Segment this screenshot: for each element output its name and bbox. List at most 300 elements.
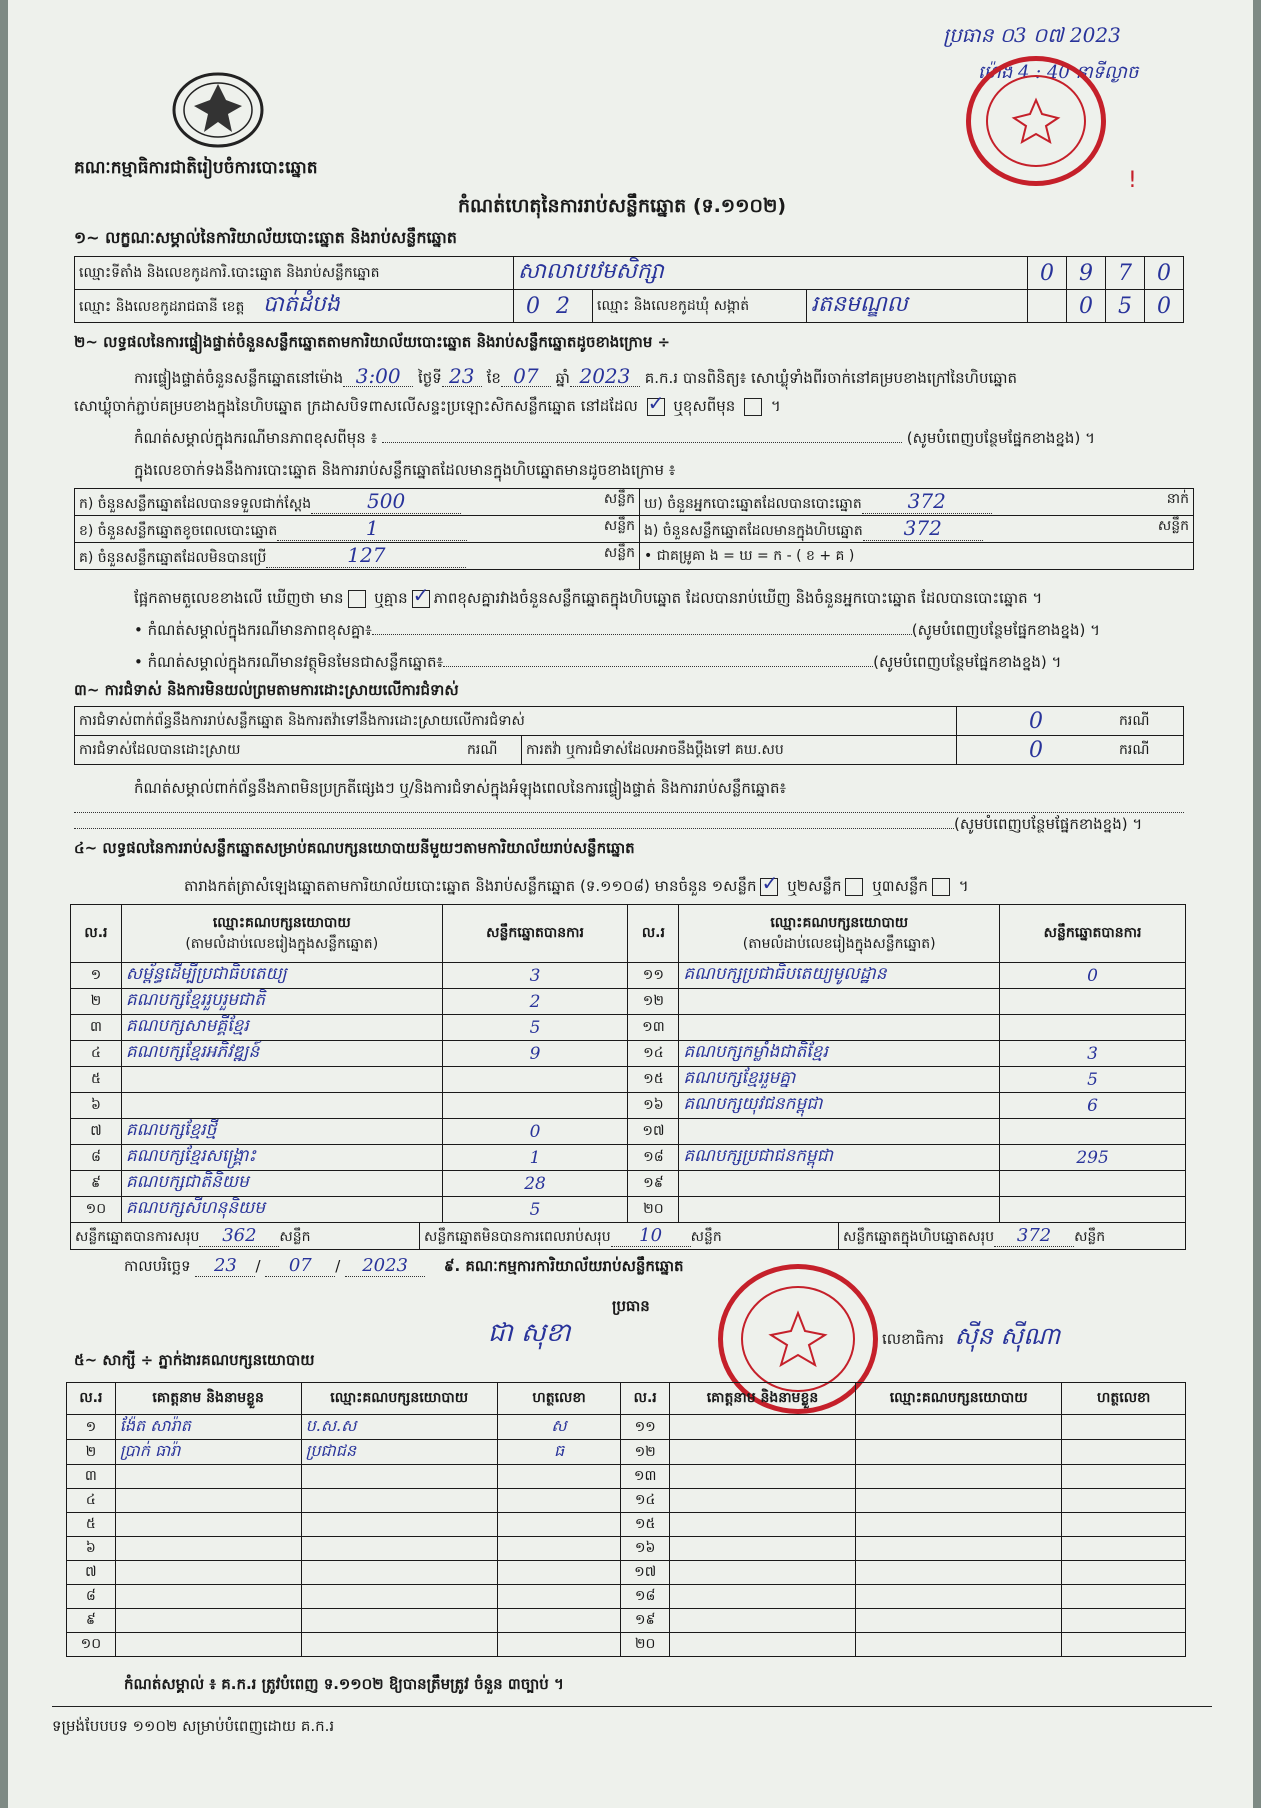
results-row-votes-right: 6 [1000,1093,1186,1119]
total-valid-cell [71,1223,420,1250]
witness-col-name-left: គោត្តនាម និងនាមខ្លួន [115,1383,301,1415]
results-row-no-right: ១២ [628,989,679,1015]
secretary-signature: ស៊ីន ស៊ីណា [954,1322,1061,1350]
count-date-label: កាលបរិច្ឆេទ [124,1257,191,1275]
witness-row-sign-right [1062,1609,1186,1633]
results-row-party-right [679,1119,1000,1145]
witness-row-sign-right [1062,1440,1186,1465]
results-col-party-right-title: ឈ្មោះគណបក្សនយោបាយ [770,914,909,931]
witness-row-party-left [301,1609,497,1633]
witness-row-party-left: ប.ស.ស [301,1415,497,1440]
unused-ballots-label: គ) ចំនួនសន្លឹកឆ្នោតដែលមិនបានប្រើ [79,550,267,566]
witness-row-name-right [670,1585,856,1609]
witness-row-name-left: ង៉ែត សារ៉ាត [115,1415,301,1440]
has-discrepancy-label: ផ្អែកតាមតួលេខខាងលើ ឃើញថា មាន [134,589,344,607]
discrepancy-text: ភាពខុសគ្នារវាងចំនួនសន្លឹកឆ្នោតក្នុងហិបឆ្នោត ដែលបានរាប់ឃើញ និងចំនួនអ្នកបោះឆ្នោត ដែលបានបោះឆ្នោត ។ [433,589,1043,607]
bullet-difference-field[interactable] [372,634,912,635]
witness-row-party-left [301,1465,497,1489]
witness-col-no-left: ល.រ [67,1383,116,1415]
witness-row-party-left [301,1537,497,1561]
total-invalid-unit: សន្លឹក [690,1228,722,1245]
witness-row-party-right [855,1513,1062,1537]
witness-row-no-left: ៦ [67,1537,116,1561]
box-ballots-row [640,516,1194,543]
difference-note-line [134,428,1095,448]
witness-row-sign-right [1062,1585,1186,1609]
received-ballots-label: ក) ចំនួនសន្លឹកឆ្នោតដែលបានទទួលជាក់ស្តែង [79,496,312,512]
received-ballots-unit: សន្លឹក [603,491,635,507]
bullet-difference-line [134,620,1100,640]
seal-status-text: សោឃ្លុំចាក់ភ្ជាប់គម្របខាងក្នុងនៃហិបឆ្នោត ក្រដាសបិទពាសលើសន្ទះប្រឡោះសិកសន្លឹកឆ្នោត នៅដដែល [74,397,638,415]
results-row-no-right: ១៣ [628,1015,679,1041]
verification-month-label: ខែ [486,369,501,387]
discrepancy-line [134,588,1042,608]
results-row-no-left: ៧ [71,1119,122,1145]
objection-row2-label: ការជំទាស់ដែលបានដោះស្រាយ [75,736,464,765]
witness-row-name-left [115,1537,301,1561]
results-row [71,989,1186,1015]
witness-row-no-right: ១៦ [621,1537,670,1561]
witness-row-sign-right [1062,1415,1186,1440]
witness-row-no-right: ១១ [621,1415,670,1440]
two-sheet-checkbox[interactable] [845,878,863,896]
box-ballots-unit: សន្លឹក [1157,518,1189,534]
results-row-votes-left [442,1067,628,1093]
results-row-no-left: ៦ [71,1093,122,1119]
province-label-text: ឈ្មោះ និងលេខកូដរាជធានី ខេត្ត [79,299,245,315]
results-row-party-left [121,1067,442,1093]
results-row-votes-right [1000,1119,1186,1145]
org-name: គណៈកម្មាធិការជាតិរៀបចំការបោះឆ្នោត [74,158,318,178]
witness-row-party-right [855,1465,1062,1489]
objection-row1-unit: ករណី [1115,707,1184,736]
results-row-party-right [679,989,1000,1015]
irregularity-fill-more: (សូមបំពេញបន្ថែមផ្នែកខាងខ្នង) ។ [954,815,1143,833]
results-col-party-left-title: ឈ្មោះគណបក្សនយោបាយ [212,914,351,931]
objection-row1-label: ការជំទាស់ពាក់ព័ន្ធនឹងការរាប់សន្លឹកឆ្នោត និងការតវ៉ាទៅនឹងការដោះស្រាយលើការជំទាស់ [75,707,957,736]
red-mark-icon: ! [1128,168,1137,193]
witness-row-sign-left: ស [497,1415,621,1440]
results-row-no-right: ១៦ [628,1093,679,1119]
province-value: បាត់ដំបង [262,292,340,317]
witness-row-party-right [855,1585,1062,1609]
objection-row1-value: 0 [957,707,1116,736]
results-row [71,1093,1186,1119]
voters-row [640,489,1194,516]
results-row-party-left: គណបក្សសីហនុនិយម [121,1197,442,1223]
witness-row-name-right [670,1513,856,1537]
results-row-party-left [121,1093,442,1119]
results-col-party-left-sub: (តាមលំដាប់លេខរៀងក្នុងសន្លឹកឆ្នោត) [185,935,379,952]
witness-row [67,1415,1186,1440]
results-row-votes-left: 28 [442,1171,628,1197]
witness-row-sign-right [1062,1537,1186,1561]
witness-row-name-left [115,1609,301,1633]
total-valid-unit: សន្លឹក [279,1228,311,1245]
witness-row-no-left: ២ [67,1440,116,1465]
witness-row-no-left: ៤ [67,1489,116,1513]
location-code-4: 0 [1145,257,1184,290]
commune-code-spacer [1028,290,1067,323]
spoiled-ballots-label: ខ) ចំនួនសន្លឹកឆ្នោតខូចពេលបោះឆ្នោត [79,523,278,539]
witness-row-no-left: ៩ [67,1609,116,1633]
results-row-votes-left [442,1093,628,1119]
witness-row-sign-right [1062,1633,1186,1657]
count-date-month: 07 [265,1256,335,1277]
document-title: កំណត់ហេតុនៃការរាប់សន្លឹកឆ្នោត (ទ.១១០២) [458,195,787,217]
results-row-no-left: ៩ [71,1171,122,1197]
results-row-party-left: សម្ព័ន្ធដើម្បីប្រជាធិបតេយ្យ [121,963,442,989]
sheet-count-intro: តារាងកត់ត្រាសំឡេងឆ្នោតតាមការិយាល័យបោះឆ្នោត និងរាប់សន្លឹកឆ្នោត (ទ.១១០៨) មានចំនួន ១សន្លឹក [184,877,757,895]
results-row-no-right: ១៧ [628,1119,679,1145]
objection-table [74,706,1184,765]
objection-row2-value-unit: ករណី [1115,736,1184,765]
secretary-line [882,1322,1061,1350]
results-row-votes-right [1000,1171,1186,1197]
witness-row-sign-left [497,1489,621,1513]
results-row-party-left: គណបក្សខ្មែររួបរួមជាតិ [121,989,442,1015]
results-row-party-right: គណបក្សកម្លាំងជាតិខ្មែរ [679,1041,1000,1067]
section4-heading: ៤~ លទ្ធផលនៃការរាប់សន្លឹកឆ្នោតសម្រាប់គណបក្សនយោបាយនីមួយៗតាមការិយាល័យរាប់សន្លឹកឆ្នោត [74,839,635,857]
witness-row-no-right: ១៩ [621,1609,670,1633]
form-note: ទម្រង់បែបបទ ១១០២ សម្រាប់បំពេញដោយ គ.ក.រ [52,1717,335,1735]
total-box-unit: សន្លឹក [1074,1228,1106,1245]
results-row-party-left: គណបក្សខ្មែរអភិវឌ្ឍន៍ [121,1041,442,1067]
results-row-no-right: ២០ [628,1197,679,1223]
verification-time: 3:00 [343,366,413,387]
total-invalid-value: 10 [611,1225,691,1247]
nec-emblem-icon [170,70,266,150]
witness-col-party-right: ឈ្មោះគណបក្សនយោបាយ [855,1383,1062,1415]
results-row-no-left: ៨ [71,1145,122,1171]
results-row-party-right: គណបក្សយុវជនកម្ពុជា [679,1093,1000,1119]
footer-divider [52,1706,1212,1707]
difference-note-label: កំណត់សម្គាល់ក្នុងករណីមានភាពខុសពីមុន ៖ [134,429,378,447]
verification-time-label: ការផ្ទៀងផ្ទាត់ចំនួនសន្លឹកឆ្នោតនៅម៉ោង [134,369,344,387]
witness-row-name-left [115,1513,301,1537]
results-row-votes-right: 3 [1000,1041,1186,1067]
top-red-stamp [966,56,1106,186]
section2-heading: ២~ លទ្ធផលនៃការផ្ទៀងផ្ទាត់ចំនួនសន្លឹកឆ្នោតតាមការិយាល័យបោះឆ្នោត និងរាប់សន្លឹកឆ្នោតដូចខាងក្រោម ÷ [74,333,671,351]
province-code-1: 0 [526,293,540,319]
bullet-object-field[interactable] [443,666,873,667]
results-row-party-right [679,1197,1000,1223]
results-row-no-left: ៤ [71,1041,122,1067]
no-discrepancy-label: ឬគ្មាន [374,589,408,607]
witness-col-sign-right: ហត្ថលេខា [1062,1383,1186,1415]
verification-day: 23 [442,366,482,387]
results-row [71,1197,1186,1223]
witness-row-name-right [670,1415,856,1440]
witness-row-name-left [115,1465,301,1489]
irregularity-line-2 [74,814,1142,834]
results-row-no-right: ១១ [628,963,679,989]
witness-row-party-right [855,1561,1062,1585]
no-discrepancy-checkbox[interactable] [412,590,430,608]
witness-row-no-left: ៧ [67,1561,116,1585]
results-col-no-left: ល.រ [71,905,122,963]
witness-row-no-left: ៨ [67,1585,116,1609]
results-row-no-right: ១៩ [628,1171,679,1197]
changed-checkbox[interactable] [744,398,762,416]
count-date-day: 23 [195,1256,255,1277]
box-ballots-label: ង) ចំនួនសន្លឹកឆ្នោតដែលមានក្នុងហិបឆ្នោត [644,523,863,539]
received-ballots-row [75,489,640,516]
spoiled-ballots-value: 1 [277,516,467,541]
commune-code-3: 0 [1145,290,1184,323]
total-box-cell [839,1223,1186,1250]
results-row-votes-right: 295 [1000,1145,1186,1171]
top-handwritten-time: ម៉ោង 4 : 40 នាទីល្ងាច [978,62,1139,83]
unchanged-checkbox[interactable] [647,398,665,416]
ballot-count-table [74,488,1194,570]
witness-row-name-right [670,1489,856,1513]
witness-row [67,1489,1186,1513]
witness-row-party-right [855,1609,1062,1633]
verification-line [134,366,1017,388]
total-valid-label: សន្លឹកឆ្នោតបានការសរុប [75,1228,200,1245]
bullet-object-fill-more: (សូមបំពេញបន្ថែមផ្នែកខាងខ្នង) ។ [873,653,1062,671]
spoiled-ballots-row [75,516,640,543]
witness-row-name-right [670,1609,856,1633]
bullet-difference-fill-more: (សូមបំពេញបន្ថែមផ្នែកខាងខ្នង) ។ [911,621,1100,639]
witness-row-no-left: ១ [67,1415,116,1440]
witness-row-name-right [670,1537,856,1561]
verification-year-label: ឆ្នាំ [555,369,570,387]
witness-row-no-right: ១២ [621,1440,670,1465]
witness-row-no-left: ៣ [67,1465,116,1489]
results-row-votes-left: 9 [442,1041,628,1067]
results-row-party-right: គណបក្សប្រជាធិបតេយ្យមូលដ្ឋាន [679,963,1000,989]
voters-value: 372 [862,489,992,514]
witness-row-sign-left [497,1633,621,1657]
results-row-no-left: ២ [71,989,122,1015]
footnote: កំណត់សម្គាល់ ៖ គ.ក.រ ត្រូវបំពេញ ទ.១១០២ ឱ្យបានត្រឹមត្រូវ ចំនួន ៣ច្បាប់ ។ [124,1675,564,1693]
witness-row-sign-left [497,1537,621,1561]
results-row [71,963,1186,989]
voters-label: ឃ) ចំនួនអ្នកបោះឆ្នោតដែលបានបោះឆ្នោត [644,496,862,512]
witness-row-name-left [115,1585,301,1609]
results-col-no-right: ល.រ [628,905,679,963]
location-code-1: 0 [1028,257,1067,290]
three-sheet-label: ឬ៣សន្លឹក [872,877,928,895]
results-row-no-left: ១ [71,963,122,989]
witness-row-sign-left: ធ [497,1440,621,1465]
received-ballots-value: 500 [311,489,461,514]
results-row [71,1041,1186,1067]
committee-label: ៩. គណៈកម្មការការិយាល័យរាប់សន្លឹកឆ្នោត [443,1257,684,1275]
witness-row-no-right: ១៧ [621,1561,670,1585]
results-row-votes-left: 5 [442,1197,628,1223]
results-col-votes-right: សន្លឹកឆ្នោតបានការ [1000,905,1186,963]
bullet-difference-label: • កំណត់សម្គាល់ក្នុងករណីមានភាពខុសគ្នា៖ [134,621,372,639]
results-row-no-left: ១០ [71,1197,122,1223]
witness-row [67,1561,1186,1585]
witness-row-no-right: ១៥ [621,1513,670,1537]
witness-row [67,1440,1186,1465]
results-row-party-right: គណបក្សខ្មែររួមគ្នា [679,1067,1000,1093]
witness-row-sign-right [1062,1561,1186,1585]
province-label [75,290,514,323]
results-row [71,1171,1186,1197]
results-row-votes-left: 5 [442,1015,628,1041]
witness-row-name-left [115,1489,301,1513]
one-sheet-checkbox[interactable] [760,878,778,896]
total-box-value: 372 [994,1225,1074,1247]
commune-code-1: 0 [1067,290,1106,323]
results-row-party-right [679,1015,1000,1041]
section5-heading: ៥~ សាក្សី ÷ ភ្នាក់ងារគណបក្សនយោបាយ [74,1351,315,1369]
results-row [71,1145,1186,1171]
witness-row-party-left [301,1561,497,1585]
results-col-party-left [121,905,442,963]
total-invalid-label: សន្លឹកឆ្នោតមិនបានការពេលរាប់សរុប [424,1228,611,1245]
witness-col-sign-left: ហត្ថលេខា [497,1383,621,1415]
witness-row-name-left [115,1633,301,1657]
results-row-party-left: គណបក្សជាតិនិយម [121,1171,442,1197]
results-col-party-right-sub: (តាមលំដាប់លេខរៀងក្នុងសន្លឹកឆ្នោត) [742,935,936,952]
results-row-no-left: ៣ [71,1015,122,1041]
witness-row-party-right [855,1633,1062,1657]
results-row-votes-left: 1 [442,1145,628,1171]
verification-year: 2023 [570,366,640,387]
witness-row-sign-left [497,1465,621,1489]
witness-row-name-left: ប្រាក់ ធារ៉ា [115,1440,301,1465]
witness-row-no-right: ១៨ [621,1585,670,1609]
document-page [8,0,1253,1808]
results-col-party-right [679,905,1000,963]
results-table [70,904,1186,1223]
verification-text: គ.ក.រ បានពិនិត្យ៖ សោឃ្លុំទាំងពីរចាក់នៅគម្របខាងក្រៅនៃហិបឆ្នោត [644,369,1018,387]
witness-row-party-left [301,1513,497,1537]
difference-note-field[interactable] [382,442,902,443]
witness-row-no-right: ១៣ [621,1465,670,1489]
witness-row-party-right [855,1415,1062,1440]
objection-row2-label2: ការតវ៉ា ឬការជំទាស់ដែលអាចនឹងប្តឹងទៅ គឃ.សប [522,736,957,765]
witness-row-no-left: ១០ [67,1633,116,1657]
verification-month: 07 [501,366,551,387]
three-sheet-checkbox[interactable] [932,878,950,896]
top-handwritten-note: ប្រធាន ០3 ០៧ 2023 [943,23,1121,47]
results-row-no-right: ១៥ [628,1067,679,1093]
witness-row-sign-left [497,1513,621,1537]
results-row-party-left: គណបក្សខ្មែរសង្គ្រោះ [121,1145,442,1171]
witness-row-party-left [301,1585,497,1609]
spoiled-ballots-unit: សន្លឹក [603,518,635,534]
witness-row-sign-left [497,1585,621,1609]
location-code-3: 7 [1106,257,1145,290]
results-col-votes-left: សន្លឹកឆ្នោតបានការ [442,905,628,963]
difference-note-fill-more: (សូមបំពេញបន្ថែមផ្នែកខាងខ្នង) ។ [906,429,1095,447]
results-row-no-right: ១៨ [628,1145,679,1171]
commune-label: ឈ្មោះ និងលេខកូដឃុំ សង្កាត់ [593,290,807,323]
location-value: សាលាបឋមសិក្សា [514,257,1028,290]
total-valid-value: 362 [199,1225,279,1247]
commune-value: រតនមណ្ឌល [807,290,1028,323]
irregularity-note: កំណត់សម្គាល់ពាក់ព័ន្ធនឹងភាពមិនប្រក្រតីផ្សេងៗ ឬ/និងការជំទាស់ក្នុងអំឡុងពេលនៃការផ្ទៀងផ្ទាត់ និងការរាប់សន្លឹកឆ្នោត៖ [134,779,787,797]
results-row-votes-right [1000,1015,1186,1041]
witness-row-name-right [670,1633,856,1657]
results-row-no-right: ១៤ [628,1041,679,1067]
secretary-label: លេខាធិការ [882,1330,944,1348]
section1-heading: ១~ លក្ខណៈសម្គាល់នៃការិយាល័យបោះឆ្នោត និងរាប់សន្លឹកឆ្នោត [74,228,457,247]
results-row-votes-left: 0 [442,1119,628,1145]
witness-table [66,1382,1186,1657]
total-box-label: សន្លឹកឆ្នោតក្នុងហិបឆ្នោតសរុប [843,1228,995,1245]
witness-row [67,1585,1186,1609]
witness-row-name-right [670,1465,856,1489]
results-row [71,1015,1186,1041]
witness-row-sign-right [1062,1465,1186,1489]
box-ballots-value: 372 [863,516,983,541]
province-code-2: 2 [556,293,570,319]
location-label: ឈ្មោះទីតាំង និងលេខកូដការិ.បោះឆ្នោត និងរាប់សន្លឹកឆ្នោត [75,257,514,290]
results-row-votes-right: 5 [1000,1067,1186,1093]
province-code [514,290,593,323]
unused-ballots-value: 127 [266,543,466,568]
witness-row [67,1633,1186,1657]
witness-row-sign-right [1062,1489,1186,1513]
witness-row [67,1465,1186,1489]
formula: • ជាគម្រូគា ង = ឃ = ក - ( ខ + គ ) [640,543,1194,570]
ballot-count-intro: ក្នុងលេខចាក់ទងនឹងការបោះឆ្នោត និងការរាប់សន្លឹកឆ្នោតដែលមានក្នុងហិបឆ្នោតមានដូចខាងក្រោម ៖ [134,461,676,479]
results-row-votes-right [1000,989,1186,1015]
president-signature: ជា សុខា [488,1318,571,1348]
witness-row-party-right [855,1440,1062,1465]
president-label: ប្រធាន [612,1297,650,1315]
results-row-no-left: ៥ [71,1067,122,1093]
section1-table [74,256,1184,323]
witness-col-party-left: ឈ្មោះគណបក្សនយោបាយ [301,1383,497,1415]
witness-row-sign-left [497,1561,621,1585]
results-row-votes-left: 3 [442,963,628,989]
two-sheet-label: ឬ២សន្លឹក [787,877,842,895]
section3-heading: ៣~ ការជំទាស់ និងការមិនយល់ព្រមតាមការដោះស្រាយលើការជំទាស់ [74,681,459,699]
verification-day-label: ថ្ងៃទី [417,369,442,387]
results-row-party-right: គណបក្សប្រជាជនកម្ពុជា [679,1145,1000,1171]
witness-row-name-right [670,1440,856,1465]
witness-row [67,1513,1186,1537]
changed-label: ឬខុសពីមុន [673,397,736,415]
witness-row-no-left: ៥ [67,1513,116,1537]
total-invalid-cell [420,1223,839,1250]
unused-ballots-row [75,543,640,570]
witness-row-sign-right [1062,1513,1186,1537]
witness-row-sign-left [497,1609,621,1633]
results-row-party-left: គណបក្សខ្មែរថ្មី [121,1119,442,1145]
unused-ballots-unit: សន្លឹក [603,545,635,561]
irregularity-field-2[interactable] [74,828,954,829]
witness-row [67,1609,1186,1633]
witness-row-name-right [670,1561,856,1585]
results-row-votes-right [1000,1197,1186,1223]
witness-row-name-left [115,1561,301,1585]
results-row-votes-left: 2 [442,989,628,1015]
results-row-votes-right: 0 [1000,963,1186,989]
witness-row [67,1537,1186,1561]
has-discrepancy-checkbox[interactable] [348,590,366,608]
witness-row-no-right: ១៤ [621,1489,670,1513]
seal-status-line: សោឃ្លុំចាក់ភ្ជាប់គម្របខាងក្នុងនៃហិបឆ្នោត ក្រដាសបិទពាសលើសន្ទះប្រឡោះសិកសន្លឹកឆ្នោត នៅដដែល ✓ ឬខុសពីមុន ។ [74,396,781,416]
sheet-count-line: តារាងកត់ត្រាសំឡេងឆ្នោតតាមការិយាល័យបោះឆ្នោត និងរាប់សន្លឹកឆ្នោត (ទ.១១០៨) មានចំនួន ១សន្លឹក✓ ឬ២សន្លឹក ឬ៣សន្លឹក ។ [184,876,969,896]
witness-row-party-right [855,1537,1062,1561]
witness-col-name-right: គោត្តនាម និងនាមខ្លួន [670,1383,856,1415]
count-date-year: 2023 [345,1256,425,1277]
witness-row-party-right [855,1489,1062,1513]
witness-col-no-right: ល.រ [621,1383,670,1415]
commune-code-2: 5 [1106,290,1145,323]
location-code-2: 9 [1067,257,1106,290]
